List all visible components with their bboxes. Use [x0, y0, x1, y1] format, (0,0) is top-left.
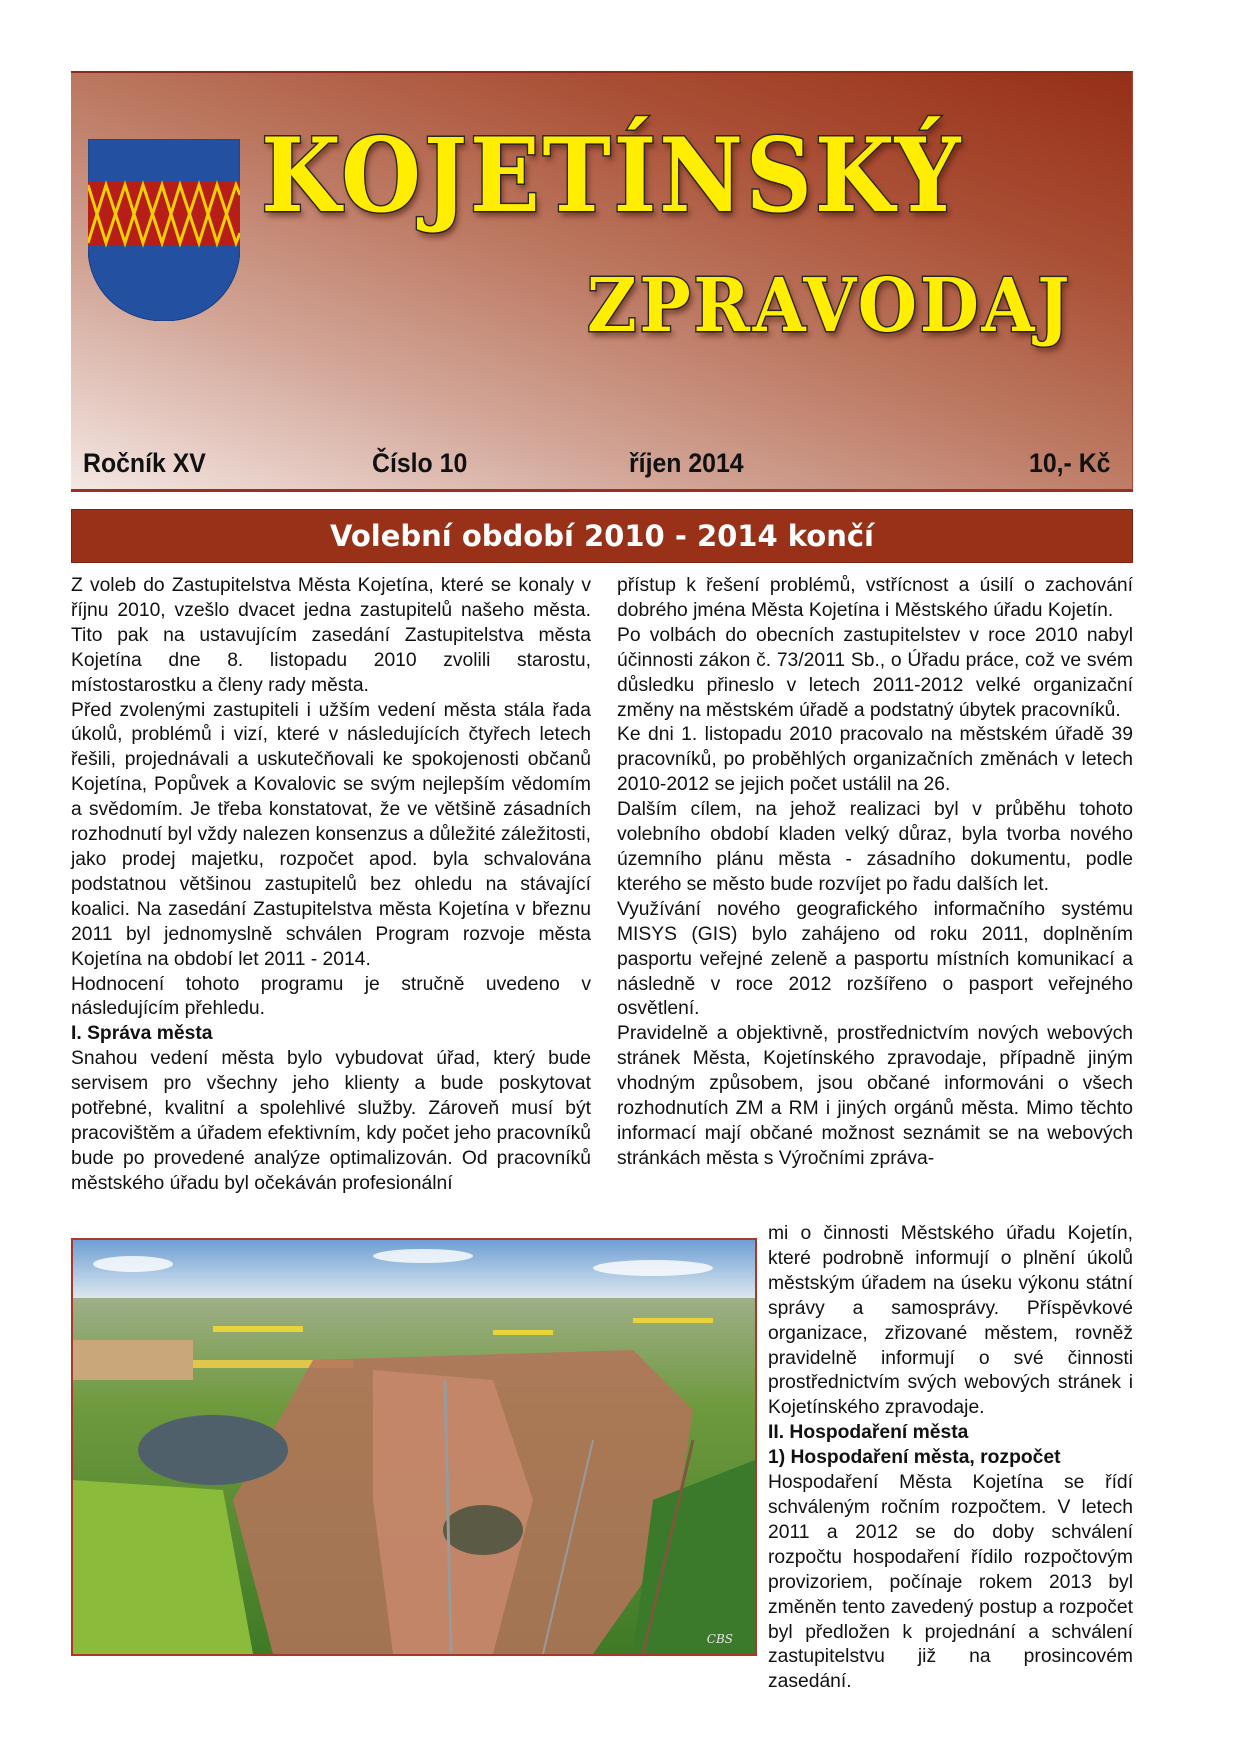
paragraph: Před zvolenými zastupiteli i užším vedení města stála řada úkolů, problémů i vizí, které v následujících čtyřech letech řešili, projednávali a uskutečňovali ke spokojenosti občanů Kojetína, Popůvek a Kovalovic se svým nejlepším vědomím a svědomím. Je třeba konstatovat, že ve většině zásadních rozhodnutí byl vždy nalezen konsenzus a důležité záležitosti, jako prodej majetku, rozpočet apod. byla schvalována podstatnou většinou zastupitelů bez ohledu na stávající koalici. Na zasedání Zastupitelstva města Kojetína v březnu 2011 byl jednomyslně schválen Program rozvoje města Kojetína na období let 2011 - 2014.	[71, 699, 591, 970]
issue-volume: Ročník XV	[83, 448, 206, 478]
issue-number: Číslo 10	[372, 448, 468, 478]
aerial-photo-image	[73, 1240, 755, 1654]
article-column-right	[617, 574, 1133, 1172]
issue-price: 10,- Kč	[1029, 448, 1111, 478]
paragraph: Dalším cílem, na jehož realizaci byl v průběhu tohoto volebního období kladen velký důraz, byla tvorba nového územního plánu města - zásadního dokumentu, podle kterého se město bude rozvíjet po řadu dalších let.	[617, 799, 1133, 895]
paragraph: Využívání nového geografického informačního systému MISYS (GIS) bylo zahájeno od roku 2011, doplněním pasportu veřejné zeleně a pasportu místních komunikací a následně v roce 2012 rozšířeno o pasport veřejného osvětlení.	[617, 898, 1133, 1020]
paragraph: Pravidelně a objektivně, prostřednictvím nových webových stránek Města, Kojetínského zpravodaje, případně jiným vhodným způsobem, jsou občané informováni o všech rozhodnutích ZM a RM i jiných orgánů města. Mimo těchto informací mají občané možnost seznámit se na webových stránkách města s Výročními zpráva-	[617, 1023, 1133, 1169]
article-title-bar	[71, 509, 1133, 563]
masthead-divider	[71, 489, 1133, 492]
paragraph: přístup k řešení problémů, vstřícnost a úsilí o zachování dobrého jména Města Kojetína i Městského úřadu Kojetín.	[617, 575, 1133, 621]
photo-credit: CBS	[706, 1632, 733, 1646]
paragraph: Hodnocení tohoto programu je stručně uvedeno v následujícím přehledu.	[71, 973, 591, 1020]
section-heading: II. Hospodaření města	[768, 1422, 969, 1444]
paragraph: Z voleb do Zastupitelstva Města Kojetína, které se konaly v říjnu 2010, vzešlo dvacet jedna zastupitelů našeho města. Tito pak na ustavujícím zasedání Zastupitelstva města Kojetína dne 8. listopadu 2010 zvolili starostu, místostarostku a členy rady města.	[71, 575, 591, 696]
article-title: Volební období 2010 - 2014 končí	[330, 519, 874, 553]
article-column-narrow	[768, 1222, 1133, 1695]
masthead-subtitle: ZPRAVODAJ	[587, 263, 1073, 349]
masthead	[71, 71, 1133, 491]
subsection-heading: 1) Hospodaření města, rozpočet	[768, 1447, 1061, 1469]
section-heading: I. Správa města	[71, 1023, 213, 1045]
paragraph: Po volbách do obecních zastupitelstev v roce 2010 nabyl účinnosti zákon č. 73/2011 Sb., o Úřadu práce, což ve svém důsledku přineslo v letech 2011-2012 velké organizační změny na městském úřadě a podstatný úbytek pracovníků.	[617, 624, 1133, 721]
paragraph: Ke dni 1. listopadu 2010 pracovalo na městském úřadě 39 pracovníků, po proběhlých organizačních změnách v letech 2010-2012 se jejich počet ustálil na 26.	[617, 724, 1133, 796]
aerial-photo	[71, 1238, 757, 1656]
masthead-title: KOJETÍNSKÝ	[261, 116, 964, 236]
issue-date: říjen 2014	[629, 448, 744, 478]
article-column-left	[71, 574, 591, 1197]
paragraph: mi o činnosti Městského úřadu Kojetín, které podrobně informují o plnění úkolů městským úřadem na úseku výkonu státní správy a samosprávy. Příspěvkové organizace, zřizované městem, rovněž pravidelně informují o své činnosti prostřednictvím svých webových stránek i Kojetínského zpravodaje.	[768, 1223, 1133, 1419]
coat-of-arms-shield-icon	[88, 139, 240, 321]
paragraph: Hospodaření Města Kojetína se řídí schváleným ročním rozpočtem. V letech 2011 a 2012 se do doby schválení rozpočtu hospodaření řídilo rozpočtovým provizoriem, počínaje rokem 2013 byl změněn tento zavedený postup a rozpočet byl předložen k projednání a schválení zastupitelstvu již na prosincovém zasedání.	[768, 1472, 1133, 1693]
paragraph: Snahou vedení města bylo vybudovat úřad, který bude servisem pro všechny jeho klienty a bude poskytovat potřebné, kvalitní a spolehlivé služby. Zároveň musí být pracovištěm a úřadem efektivním, kdy počet jeho pracovníků bude po provedené analýze optimalizován. Od pracovníků městského úřadu byl očekáván profesionální	[71, 1048, 591, 1194]
